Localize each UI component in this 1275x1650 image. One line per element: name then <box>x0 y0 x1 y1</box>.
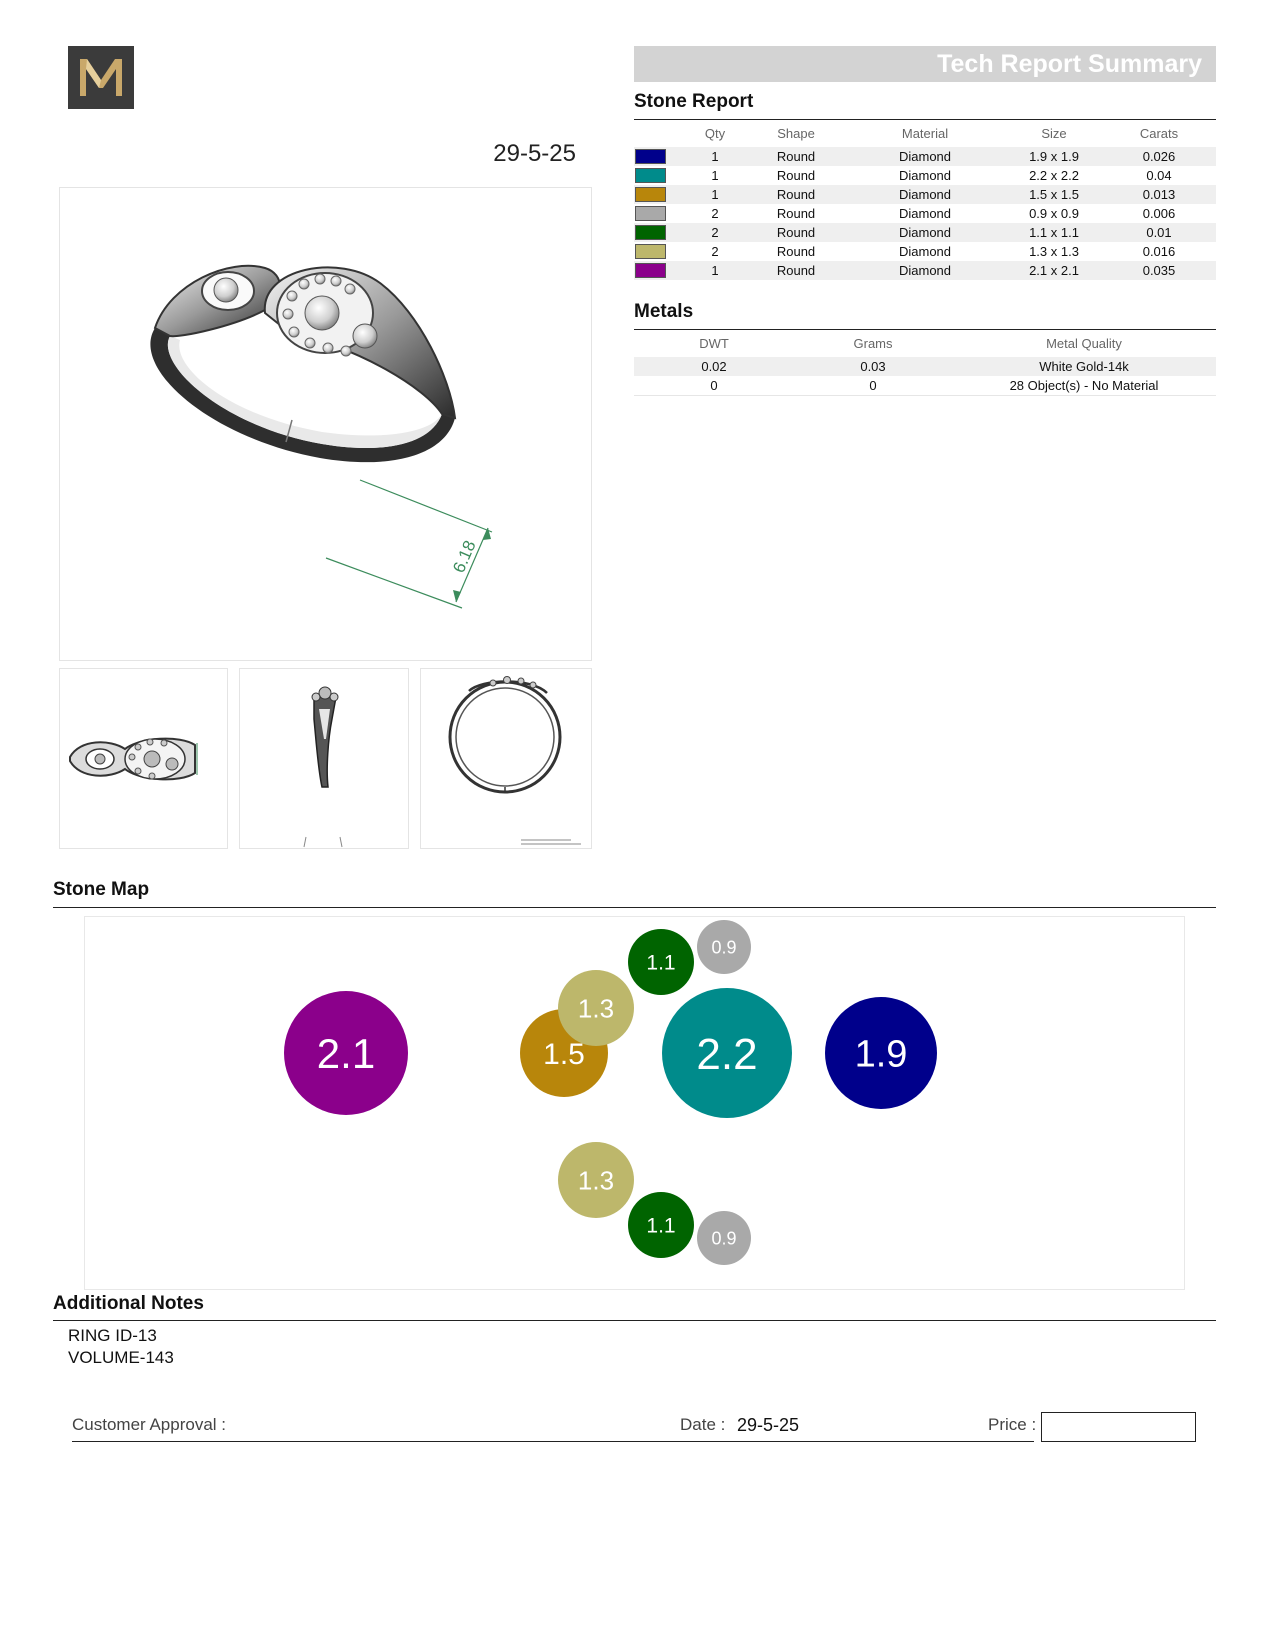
column-header-grams: Grams <box>853 336 893 351</box>
stone-row <box>634 185 1216 204</box>
stone-map-stone <box>697 920 751 974</box>
additional-notes <box>68 1325 174 1369</box>
stone-carats: 0.026 <box>1102 147 1216 166</box>
stone-material: Diamond <box>844 223 1006 242</box>
stone-map-label: 1.1 <box>646 1214 676 1238</box>
metal-dwt: 0.02 <box>634 357 794 376</box>
stone-map-label: 1.9 <box>854 1033 908 1076</box>
stone-map-stone <box>697 1211 751 1265</box>
stone-material: Diamond <box>844 147 1006 166</box>
brand-logo <box>68 46 134 109</box>
stone-color-cell <box>634 223 682 242</box>
approval-date-value: 29-5-25 <box>737 1415 800 1435</box>
column-header-dwt: DWT <box>699 336 729 351</box>
metal-dwt: 0 <box>710 378 718 393</box>
stone-size: 1.1 x 1.1 <box>1006 223 1102 242</box>
column-header-material: Material <box>901 126 949 141</box>
stone-map-stone <box>825 997 937 1109</box>
stone-map-title: Stone Map <box>53 879 150 900</box>
stone-shape: Round <box>776 244 816 259</box>
stone-map-label: 1.1 <box>646 951 676 975</box>
stone-material: Diamond <box>898 244 952 259</box>
stone-carats: 0.035 <box>1102 261 1216 280</box>
stone-color-cell <box>634 166 682 185</box>
stone-shape: Round <box>748 147 844 166</box>
stone-carats: 0.04 <box>1146 168 1172 183</box>
metal-quality: 28 Object(s) - No Material <box>1009 378 1159 393</box>
stone-material: Diamond <box>898 206 952 221</box>
stone-report-title: Stone Report <box>634 91 754 112</box>
column-header-shape: Shape <box>777 126 815 141</box>
swatch-column-header <box>634 121 682 147</box>
stone-map-stone <box>628 1192 694 1258</box>
stone-material: Diamond <box>898 168 952 183</box>
stone-color-swatch <box>635 206 666 221</box>
stone-material: Diamond <box>844 261 1006 280</box>
ring-top-view <box>59 668 228 849</box>
stone-shape: Round <box>776 206 816 221</box>
stone-map-stone <box>628 929 694 995</box>
stone-size: 0.9 x 0.9 <box>1029 206 1079 221</box>
stone-row <box>634 242 1216 261</box>
ring-side-view-image <box>240 669 408 848</box>
additional-notes-title: Additional Notes <box>53 1293 204 1314</box>
stone-shape: Round <box>748 185 844 204</box>
ring-top-view-image <box>60 669 227 848</box>
stone-row <box>634 147 1216 166</box>
additional-notes-rule <box>53 1320 1216 1321</box>
stone-color-cell <box>634 242 682 261</box>
stone-color-swatch <box>635 168 666 183</box>
metals-table <box>634 331 1216 396</box>
stone-color-cell <box>634 204 682 223</box>
stone-row <box>634 204 1216 223</box>
report-date: 29-5-25 <box>493 140 576 167</box>
column-header-metal-quality: Metal Quality <box>1046 336 1122 351</box>
stone-map-label: 2.2 <box>696 1029 758 1079</box>
stone-size: 1.5 x 1.5 <box>1006 185 1102 204</box>
stone-map-label: 0.9 <box>711 937 737 958</box>
metal-row <box>634 376 1216 396</box>
stone-qty: 2 <box>711 206 719 221</box>
ring-perspective-view <box>59 187 592 661</box>
ring-front-view <box>420 668 592 849</box>
stone-map-stone <box>284 991 408 1115</box>
stone-row <box>634 223 1216 242</box>
note-line: VOLUME-143 <box>68 1348 174 1367</box>
metal-quality: White Gold-14k <box>952 357 1216 376</box>
stone-material: Diamond <box>844 185 1006 204</box>
stone-qty: 1 <box>682 185 748 204</box>
stone-color-swatch <box>635 263 666 278</box>
stone-carats: 0.013 <box>1102 185 1216 204</box>
stone-row <box>634 261 1216 280</box>
brand-logo-icon <box>68 46 134 109</box>
price-label: Price : <box>988 1415 1037 1434</box>
stone-size: 1.3 x 1.3 <box>1029 244 1079 259</box>
stone-qty: 1 <box>682 147 748 166</box>
header-bar <box>634 46 1216 82</box>
stone-carats: 0.01 <box>1102 223 1216 242</box>
stone-carats: 0.016 <box>1142 244 1176 259</box>
ring-side-view <box>239 668 409 849</box>
report-title: Tech Report Summary <box>937 50 1202 78</box>
metal-grams: 0 <box>869 378 877 393</box>
stone-color-swatch <box>635 244 666 259</box>
stone-size: 2.2 x 2.2 <box>1029 168 1079 183</box>
stone-qty: 2 <box>711 244 719 259</box>
stone-map-label: 1.3 <box>577 993 615 1024</box>
stone-map-label: 0.9 <box>711 1228 737 1249</box>
stone-shape: Round <box>776 168 816 183</box>
stone-map-label: 1.5 <box>543 1037 585 1071</box>
metal-row <box>634 357 1216 376</box>
stone-qty: 1 <box>682 261 748 280</box>
metal-grams: 0.03 <box>794 357 952 376</box>
stone-map-stone <box>662 988 792 1118</box>
stone-report-header-row <box>634 121 1216 147</box>
stone-color-cell <box>634 261 682 280</box>
stone-color-cell <box>634 185 682 204</box>
column-header-qty: Qty <box>704 126 726 141</box>
stone-color-swatch <box>635 187 666 202</box>
price-input-box[interactable] <box>1041 1412 1196 1442</box>
stone-carats: 0.006 <box>1142 206 1176 221</box>
stone-color-swatch <box>635 225 666 240</box>
ring-front-view-image <box>421 669 591 848</box>
stone-qty: 1 <box>711 168 719 183</box>
stone-map-label: 1.3 <box>577 1165 615 1196</box>
stone-row <box>634 166 1216 185</box>
ring-dimension-label: 6.18 <box>449 537 480 576</box>
note-line: RING ID-13 <box>68 1326 157 1345</box>
column-header-carats: Carats <box>1139 126 1179 141</box>
customer-approval-label: Customer Approval : <box>72 1415 227 1434</box>
metals-title: Metals <box>634 301 694 322</box>
ring-perspective-image <box>60 188 591 660</box>
metals-rule <box>634 329 1216 330</box>
stone-map-rule <box>53 907 1216 908</box>
stone-size: 1.9 x 1.9 <box>1006 147 1102 166</box>
stone-report-rule <box>634 119 1216 120</box>
stone-shape: Round <box>748 223 844 242</box>
stone-map-stone <box>558 1142 634 1218</box>
stone-color-swatch <box>635 149 666 164</box>
approval-date-label: Date : <box>680 1415 726 1434</box>
stone-report-table <box>634 121 1216 280</box>
stone-color-cell <box>634 147 682 166</box>
column-header-size: Size <box>1041 126 1067 141</box>
stone-map-stone <box>558 970 634 1046</box>
stone-size: 2.1 x 2.1 <box>1006 261 1102 280</box>
stone-map <box>84 916 1185 1290</box>
stone-map-label: 2.1 <box>316 1030 376 1078</box>
metals-header-row <box>634 331 1216 357</box>
customer-approval-signature-line[interactable] <box>72 1441 1034 1442</box>
stone-shape: Round <box>748 261 844 280</box>
stone-qty: 2 <box>682 223 748 242</box>
